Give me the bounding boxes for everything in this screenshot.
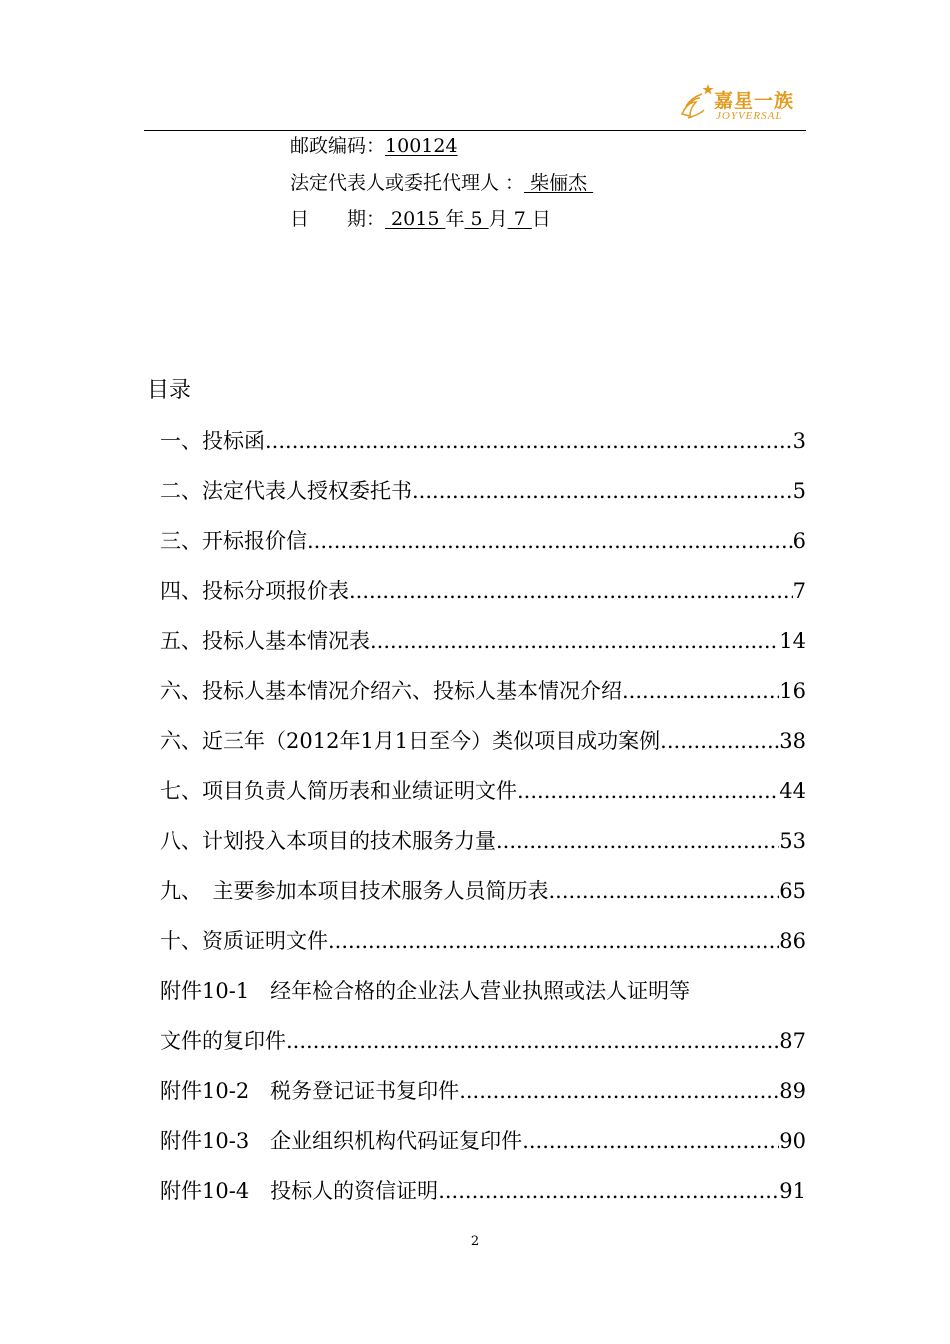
- toc-entry[interactable]: [160, 476, 806, 526]
- logo-text-en: JOYVERSAL: [716, 110, 783, 122]
- date-line: [290, 207, 551, 231]
- toc-leader-dots: [438, 1176, 779, 1206]
- toc-entry-label: 附件10-2 税务登记证书复印件: [160, 1079, 460, 1103]
- toc-entry-label: 五、投标人基本情况表: [160, 629, 370, 653]
- date-label: 日 期：: [290, 208, 386, 230]
- toc-entry-label: 六、近三年（2012年1月1日至今）类似项目成功案例: [160, 729, 661, 753]
- toc-entry-label: 一、投标函: [160, 429, 265, 453]
- toc-entry[interactable]: [160, 826, 806, 876]
- toc-leader-dots: [496, 826, 779, 856]
- toc-leader-dots: [307, 526, 793, 556]
- toc-entry-page: 5: [792, 479, 806, 503]
- toc-entry[interactable]: [160, 1076, 806, 1126]
- toc-entry[interactable]: [160, 1176, 806, 1226]
- toc-leader-dots: [370, 626, 779, 656]
- toc-entry-page: 16: [779, 679, 806, 703]
- toc-entry-label: 附件10-1 经年检合格的企业法人营业执照或法人证明等: [160, 979, 691, 1003]
- toc-entry-page: 86: [779, 929, 806, 953]
- toc-entry-label: 二、法定代表人授权委托书: [160, 479, 412, 503]
- toc-leader-dots: [328, 926, 779, 956]
- toc-entry-page: 53: [779, 829, 806, 853]
- toc-entry[interactable]: [160, 576, 806, 626]
- toc-entry[interactable]: [160, 426, 806, 476]
- toc-leader-dots: [660, 726, 779, 756]
- postal-code-line: [290, 134, 458, 158]
- toc-leader-dots: [622, 676, 779, 706]
- toc-entry-page: 89: [779, 1079, 806, 1103]
- company-logo: [676, 80, 806, 128]
- toc-entry[interactable]: [160, 976, 806, 1026]
- date-day: 7: [507, 208, 532, 230]
- representative-label: 法定代表人或委托代理人 ：: [290, 172, 525, 194]
- toc-entry-page: 44: [779, 779, 806, 803]
- toc-entry[interactable]: [160, 1126, 806, 1176]
- toc-leader-dots: [522, 1126, 779, 1156]
- toc-entry-page: 7: [792, 579, 806, 603]
- date-year-unit: 年: [445, 208, 465, 230]
- toc-entry-page: 87: [779, 1029, 806, 1053]
- toc-entry-label: 四、投标分项报价表: [160, 579, 349, 603]
- toc-entry-label: 文件的复印件: [160, 1029, 286, 1053]
- toc-entry-label: 附件10-3 企业组织机构代码证复印件: [160, 1129, 523, 1153]
- header-rule: [144, 130, 806, 131]
- postal-code-value: 100124: [385, 135, 458, 157]
- table-of-contents: [160, 426, 806, 1226]
- toc-entry[interactable]: [160, 526, 806, 576]
- toc-entry[interactable]: [160, 926, 806, 976]
- toc-entry-label: 六、投标人基本情况介绍六、投标人基本情况介绍: [160, 679, 622, 703]
- toc-entry-label: 八、计划投入本项目的技术服务力量: [160, 829, 496, 853]
- toc-entry-page: 38: [779, 729, 806, 753]
- date-month: 5: [464, 208, 489, 230]
- toc-entry-page: 6: [792, 529, 806, 553]
- toc-entry[interactable]: [160, 726, 806, 776]
- logo-text-cn: 嘉星一族: [714, 90, 795, 112]
- toc-entry[interactable]: [160, 776, 806, 826]
- date-year: 2015: [385, 208, 446, 230]
- postal-code-label: 邮政编码：: [290, 135, 386, 157]
- toc-entry-label: 七、项目负责人简历表和业绩证明文件: [160, 779, 517, 803]
- representative-line: [290, 171, 593, 195]
- toc-entry-label: 附件10-4 投标人的资信证明: [160, 1179, 439, 1203]
- toc-entry-page: 90: [779, 1129, 806, 1153]
- hand-star-icon: [676, 84, 716, 124]
- toc-entry[interactable]: [160, 876, 806, 926]
- toc-title: 目录: [147, 378, 192, 403]
- toc-entry[interactable]: [160, 1026, 806, 1076]
- representative-value: 柴俪杰: [524, 172, 594, 194]
- toc-entry[interactable]: [160, 626, 806, 676]
- toc-leader-dots: [517, 776, 779, 806]
- toc-entry-page: 91: [779, 1179, 806, 1203]
- toc-leader-dots: [349, 576, 793, 606]
- date-month-unit: 月: [488, 208, 508, 230]
- toc-entry-page: 65: [779, 879, 806, 903]
- toc-leader-dots: [549, 876, 780, 906]
- toc-entry-label: 三、开标报价信: [160, 529, 307, 553]
- toc-leader-dots: [286, 1026, 779, 1056]
- toc-leader-dots: [412, 476, 793, 506]
- page-number: 2: [470, 1234, 480, 1249]
- toc-entry-label: 九、 主要参加本项目技术服务人员简历表: [160, 879, 549, 903]
- date-day-unit: 日: [531, 208, 551, 230]
- toc-entry-page: 14: [779, 629, 806, 653]
- toc-entry-page: 3: [792, 429, 806, 453]
- toc-leader-dots: [265, 426, 793, 456]
- toc-leader-dots: [459, 1076, 779, 1106]
- toc-entry[interactable]: [160, 676, 806, 726]
- toc-entry-label: 十、资质证明文件: [160, 929, 328, 953]
